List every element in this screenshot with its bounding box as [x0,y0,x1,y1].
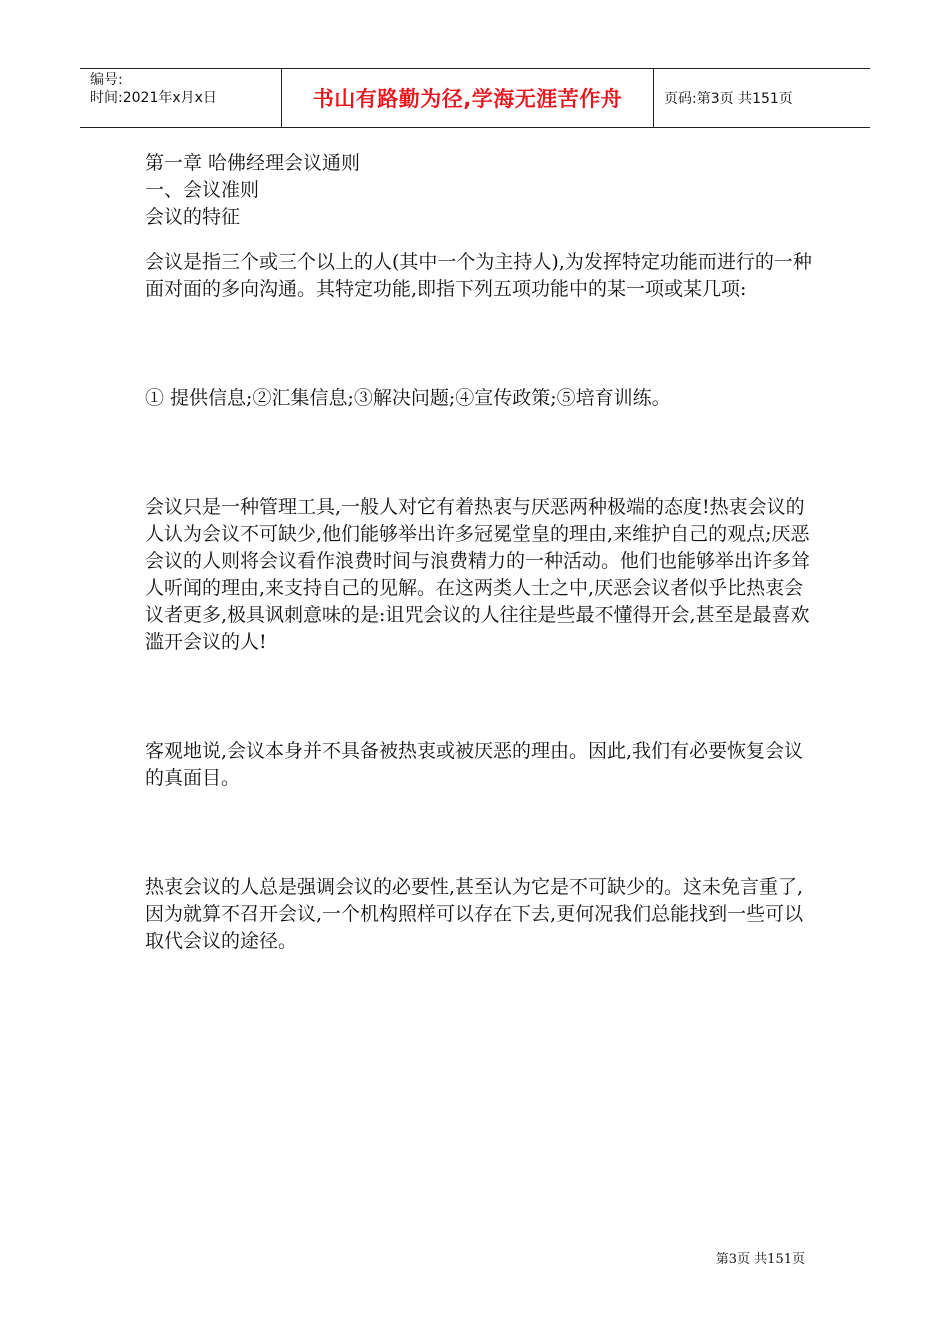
header-page-cell [654,69,870,127]
document-body [145,150,815,955]
document-header [80,68,870,128]
paragraph: 热衷会议的人总是强调会议的必要性,甚至认为它是不可缺少的。这未免言重了,因为就算不召开会议,一个机构照样可以存在下去,更何况我们总能找到一些可以取代会议的途径。 [145,876,804,952]
header-motto-cell [282,69,654,127]
paragraph: 会议是指三个或三个以上的人(其中一个为主持人),为发挥特定功能而进行的一种面对面的多向沟通。其特定功能,即指下列五项功能中的某一项或某几项: [145,251,812,300]
paragraph: 会议只是一种管理工具,一般人对它有着热衷与厌恶两种极端的态度!热衷会议的人认为会议不可缺少,他们能够举出许多冠冕堂皇的理由,来维护自己的观点;厌恶会议的人则将会议看作浪费时间与浪费精力的一种活动。他们也能够举出许多耸人听闻的理由,来支持自己的见解。在这两类人士之中,厌恶会议者似乎比热衷会议者更多,极具讽刺意味的是:诅咒会议的人往往是些最不懂得开会,甚至是最喜欢滥开会议的人! [145,496,811,653]
document-code-label: 编号: [90,72,123,88]
header-motto: 书山有路勤为径,学海无涯苦作舟 [312,87,623,111]
header-meta-cell [80,69,282,127]
paragraph: 客观地说,会议本身并不具备被热衷或被厌恶的理由。因此,我们有必要恢复会议的真面目。 [145,740,804,789]
chapter-title: 第一章 哈佛经理会议通则 [145,152,361,174]
subheading: 会议的特征 [145,206,241,228]
section-title: 一、会议准则 [145,179,260,201]
page-footer: 第3页 共151页 [715,1252,805,1267]
paragraph: ① 提供信息;②汇集信息;③解决问题;④宣传政策;⑤培育训练。 [145,387,671,409]
document-date: 时间:2021年x月x日 [90,90,217,106]
header-page-number: 页码:第3页 共151页 [664,91,793,107]
